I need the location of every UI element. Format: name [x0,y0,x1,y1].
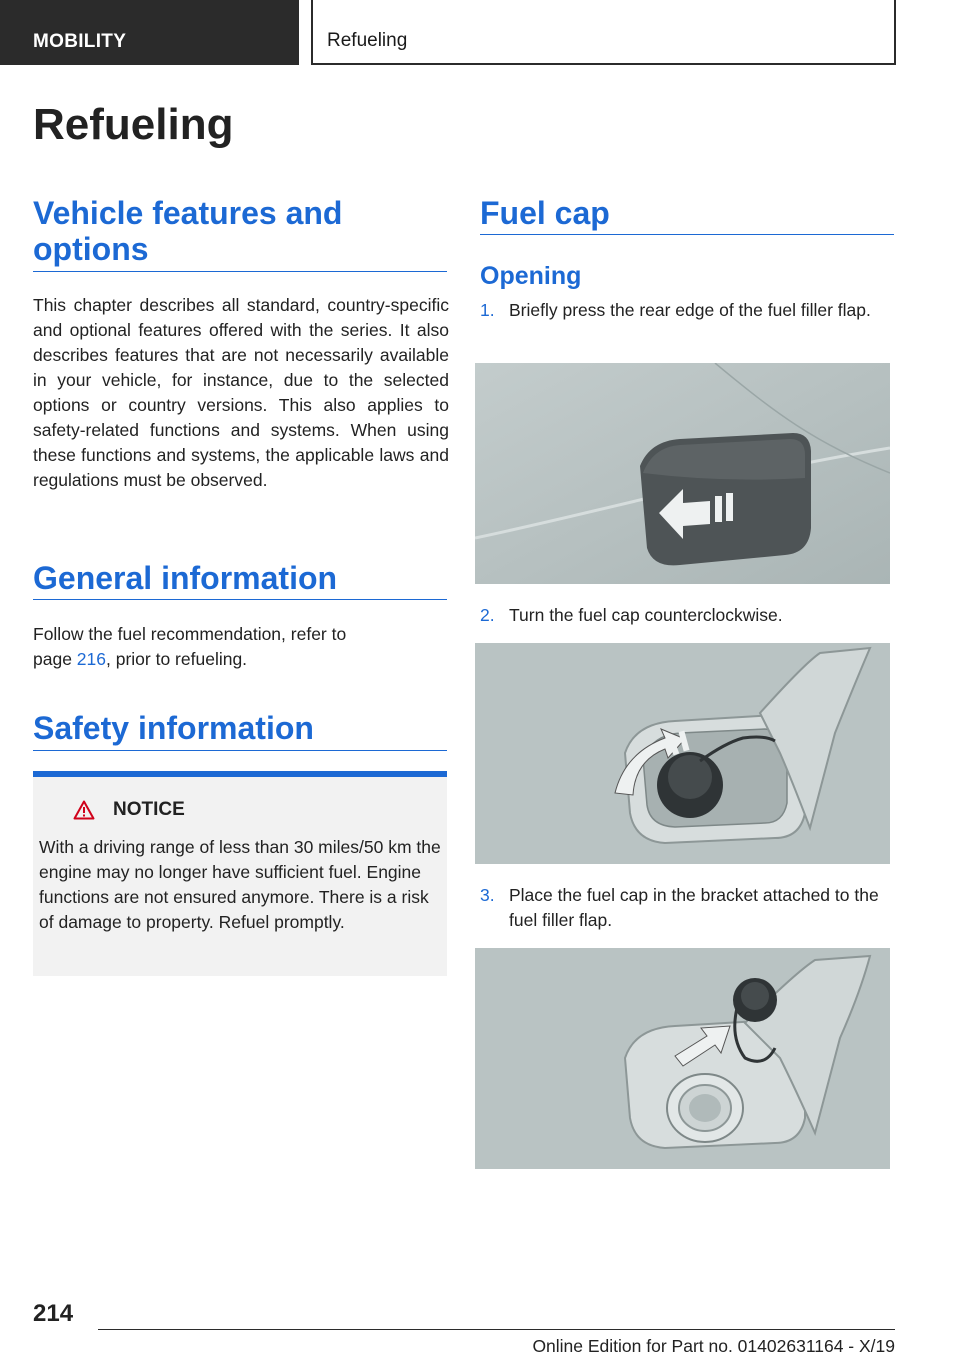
header-chapter-label: Refueling [327,30,408,51]
fuel-filler-flap-illustration [475,363,890,584]
heading-rule [33,750,447,751]
footer-edition: Online Edition for Part no. 01402631164 - X/19 [532,1336,895,1356]
step-item [480,603,890,628]
page-reference-link[interactable]: 216 [76,649,106,669]
step-item [480,883,890,933]
heading-vehicle-features: Vehicle features and options [33,195,343,267]
warning-triangle-icon [73,800,95,820]
features-paragraph: This chapter describes all standard, country-specific and optional features offered with the series. It also describes features that are not necessarily available in your vehicle, for instance, due to the selected options or country versions. This also applies to safety-related functions and systems. When using these functions and systems, the applicable laws and regulations must be observed. [33,295,449,490]
general-paragraph [33,622,383,672]
step-item [480,298,890,323]
notice-label: NOTICE [113,799,185,820]
heading-rule [480,234,894,235]
heading-rule [33,271,447,272]
heading-general-information: General information [33,560,338,596]
notice-box [33,771,447,976]
step-text: Briefly press the rear edge of the fuel filler flap. [509,300,871,320]
step-number: 2. [480,605,495,625]
notice-text: With a driving range of less than 30 miles/50 km the engine may no longer have sufficient fuel. Engine functions are not ensured anymore. There is a risk of damage to property. Refuel promptly. [39,837,441,932]
general-text-after: , prior to refueling. [106,649,248,669]
step-text: Place the fuel cap in the bracket attached to the fuel filler flap. [509,885,879,930]
header-chapter-tab [311,0,896,65]
page-number: 214 [33,1300,74,1327]
fuel-cap-bracket-illustration [475,948,890,1169]
header-section-tab [0,0,299,65]
step-number: 1. [480,300,495,320]
heading-fuel-cap: Fuel cap [480,195,610,231]
notice-header [73,799,185,821]
heading-opening: Opening [480,262,582,290]
fuel-cap-turning-illustration [475,643,890,864]
header-section-label: MOBILITY [33,31,127,52]
heading-rule [33,599,447,600]
page-title: Refueling [33,100,234,149]
step-text: Turn the fuel cap counterclockwise. [509,605,783,625]
step-number: 3. [480,885,495,905]
general-text-before: Follow the fuel recommendation, refer to page [33,624,347,669]
heading-safety-information: Safety information [33,710,314,746]
footer-rule [98,1329,895,1330]
